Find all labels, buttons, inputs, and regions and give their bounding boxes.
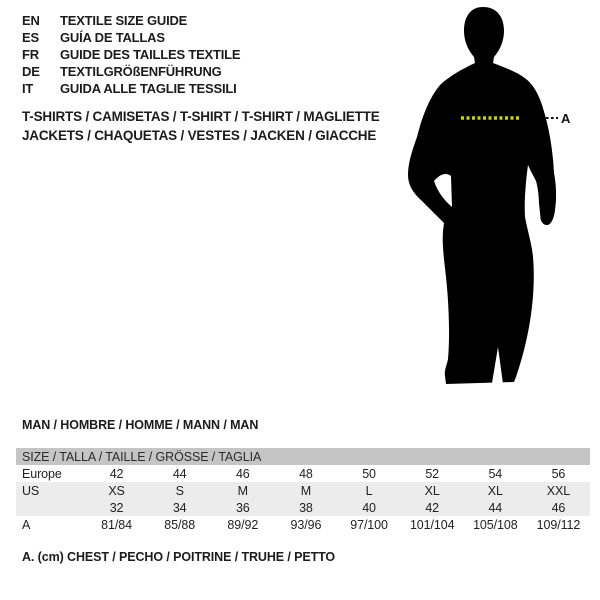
size-cell: 44: [148, 465, 211, 482]
size-cell: 93/96: [274, 516, 337, 533]
language-row-it: [22, 80, 240, 97]
language-row-en: [22, 12, 240, 29]
language-row-de: [22, 63, 240, 80]
language-code: DE: [22, 64, 40, 79]
gender-heading: MAN / HOMBRE / HOMME / MANN / MAN: [22, 418, 259, 432]
size-cell: M: [274, 482, 337, 499]
language-code: IT: [22, 81, 34, 96]
size-cell: 52: [401, 465, 464, 482]
size-cell: 109/112: [527, 516, 590, 533]
man-silhouette-figure: [400, 5, 575, 395]
size-cell: 46: [527, 499, 590, 516]
size-cell: 40: [338, 499, 401, 516]
size-cell: 101/104: [401, 516, 464, 533]
size-cell: L: [338, 482, 401, 499]
size-cell: XS: [85, 482, 148, 499]
size-cell: 42: [85, 465, 148, 482]
table-row-chest-cm: [16, 516, 590, 533]
category-jackets: JACKETS / CHAQUETAS / VESTES / JACKEN / GIACCHE: [22, 128, 377, 143]
size-cell: 105/108: [464, 516, 527, 533]
size-cell: XL: [401, 482, 464, 499]
size-cell: 50: [338, 465, 401, 482]
size-cell: 81/84: [85, 516, 148, 533]
language-label: GUIDE DES TAILLES TEXTILE: [60, 47, 241, 62]
man-silhouette-image: [400, 5, 575, 395]
language-code: FR: [22, 47, 39, 62]
language-row-fr: [22, 46, 240, 63]
size-cell: 97/100: [338, 516, 401, 533]
size-table-header-row: [16, 448, 590, 465]
size-cell: 42: [401, 499, 464, 516]
size-cell: M: [211, 482, 274, 499]
size-cell: 89/92: [211, 516, 274, 533]
language-code: ES: [22, 30, 39, 45]
size-cell: 54: [464, 465, 527, 482]
language-list: [22, 12, 240, 97]
size-cell: 48: [274, 465, 337, 482]
size-cell: 85/88: [148, 516, 211, 533]
measurement-footnote: A. (cm) CHEST / PECHO / POITRINE / TRUHE / PETTO: [22, 550, 336, 564]
table-row-europe: [16, 465, 590, 482]
size-cell: 38: [274, 499, 337, 516]
language-label: GUÍA DE TALLAS: [60, 30, 165, 45]
size-table: [16, 448, 590, 533]
size-cell: XXL: [527, 482, 590, 499]
size-table-section: [16, 448, 590, 533]
size-cell: S: [148, 482, 211, 499]
row-label: A: [16, 516, 85, 533]
language-label: TEXTILE SIZE GUIDE: [60, 13, 188, 28]
size-cell: 46: [211, 465, 274, 482]
table-row-us-letters: [16, 482, 590, 499]
language-row-es: [22, 29, 240, 46]
size-cell: 32: [85, 499, 148, 516]
garment-categories: [22, 107, 380, 145]
size-cell: 56: [527, 465, 590, 482]
row-label: US: [16, 482, 85, 499]
size-cell: 44: [464, 499, 527, 516]
language-code: EN: [22, 13, 40, 28]
size-cell: XL: [464, 482, 527, 499]
category-tshirts: T-SHIRTS / CAMISETAS / T-SHIRT / T-SHIRT / MAGLIETTE: [22, 109, 380, 124]
language-label: TEXTILGRÖßENFÜHRUNG: [60, 64, 222, 79]
size-table-header: SIZE / TALLA / TAILLE / GRÖSSE / TAGLIA: [16, 448, 590, 465]
size-cell: 36: [211, 499, 274, 516]
measure-label-a: A: [561, 111, 571, 126]
table-row-us-numbers: [16, 499, 590, 516]
language-label: GUIDA ALLE TAGLIE TESSILI: [60, 81, 237, 96]
size-cell: 34: [148, 499, 211, 516]
row-label: Europe: [16, 465, 85, 482]
row-label: [16, 499, 85, 516]
